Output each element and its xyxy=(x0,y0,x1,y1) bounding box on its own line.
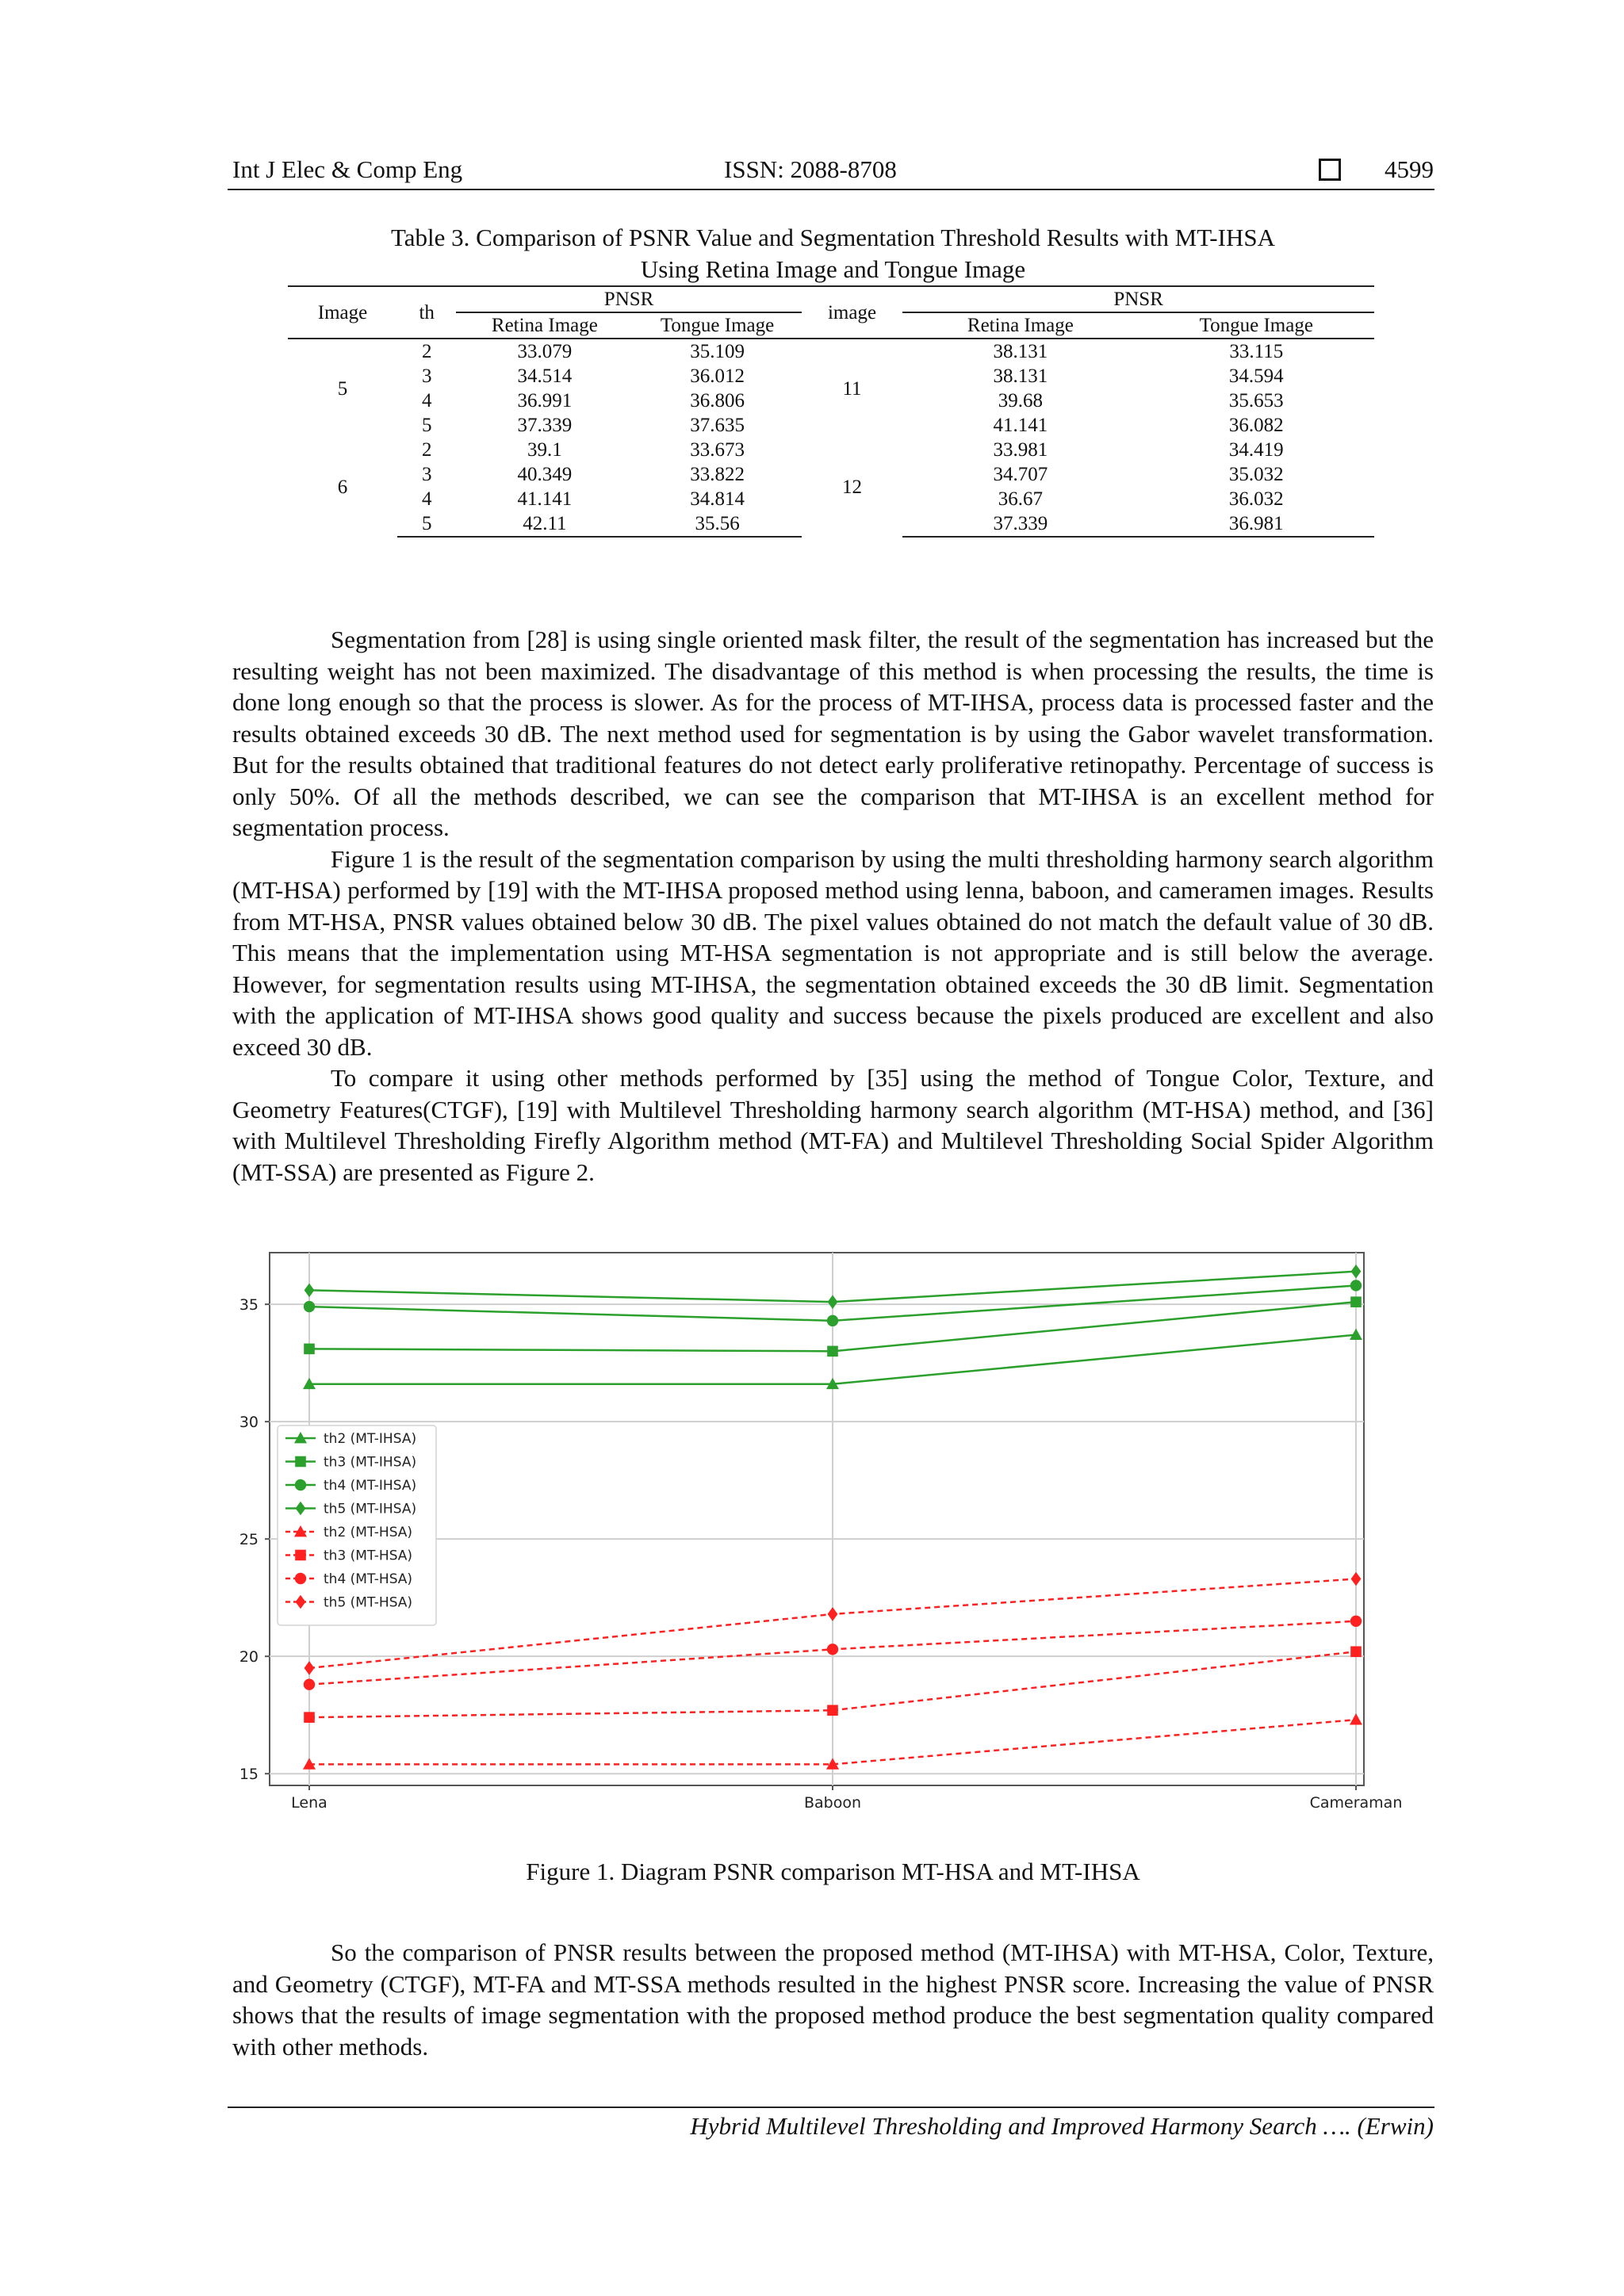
tongue-psnr-cell: 33.115 xyxy=(1229,341,1284,362)
tongue-psnr-cell: 34.419 xyxy=(1228,439,1284,461)
legend-label: th3 (MT-HSA) xyxy=(324,1548,413,1564)
col-psnr-header: PNSR xyxy=(456,286,801,312)
col-retina2-header: Retina Image xyxy=(967,315,1074,336)
journal-name: Int J Elec & Comp Eng xyxy=(232,155,463,183)
table-row xyxy=(288,438,1374,462)
header-rule xyxy=(228,189,1434,190)
legend-marker xyxy=(295,1479,306,1490)
col-psnr2-header: PNSR xyxy=(902,286,1374,312)
retina-psnr-cell: 40.349 xyxy=(517,464,573,485)
data-point xyxy=(1350,1280,1362,1291)
y-tick-label: 20 xyxy=(239,1648,259,1667)
retina-psnr-cell: 33.079 xyxy=(517,341,573,362)
table-caption: Table 3. Comparison of PSNR Value and Segmentation Threshold Results with MT-IHSA Using Retina Image and Tongue Image xyxy=(391,224,1275,283)
data-point xyxy=(827,1346,838,1357)
data-point xyxy=(827,1705,838,1716)
legend-label: th4 (MT-IHSA) xyxy=(324,1478,417,1494)
paragraph: Figure 1 is the result of the segmentation comparison by using the multi thresholding harmony search algorithm (MT-HSA) performed by [19] with the MT-IHSA proposed method using lenna, baboon, and cameramen images. Results from MT-HSA, PNSR values obtained below 30 dB. The pixel values obtained do not match the default value of 30 dB. This means that the implementation using MT-HSA segmentation is not appropriate and is still below the average. However, for segmentation results using MT-IHSA, the segmentation obtained exceeds the 30 dB limit. Segmentation with the application of MT-IHSA shows good quality and success because the pixels produced are excellent and also exceed 30 dB. xyxy=(232,844,1434,1061)
data-point xyxy=(827,1315,838,1326)
tongue-psnr-cell: 36.032 xyxy=(1228,488,1284,510)
psnr-line-chart xyxy=(222,1237,1411,1839)
tongue-psnr-cell: 36.082 xyxy=(1228,415,1284,436)
image-id-cell: 6 xyxy=(337,476,348,498)
image-id-cell: 11 xyxy=(842,377,862,400)
figure-1-chart xyxy=(222,1237,1411,1839)
retina-psnr-cell: 42.11 xyxy=(456,511,633,537)
legend-label: th2 (MT-IHSA) xyxy=(324,1431,417,1447)
data-point xyxy=(1350,1616,1362,1627)
retina-psnr-cell: 41.141 xyxy=(517,488,573,510)
retina-psnr-cell: 38.131 xyxy=(993,341,1048,362)
checkbox-square-icon xyxy=(1319,159,1341,181)
th-cell: 3 xyxy=(421,365,432,387)
data-point xyxy=(827,1644,838,1655)
col-th-header: th xyxy=(397,286,456,339)
legend-label: th4 (MT-HSA) xyxy=(324,1571,413,1587)
table-row xyxy=(288,339,1374,364)
legend-label: th5 (MT-HSA) xyxy=(324,1594,413,1611)
psnr-table xyxy=(288,285,1374,538)
paragraph: So the comparison of PNSR results between the proposed method (MT-IHSA) with MT-HSA, Color, Texture, and Geometry (CTGF), MT-FA and MT-SSA methods resulted in the highest PNSR score. Increasing the value of PNSR shows that the results of image segmentation with the proposed method produce the best segmentation quality compared with other methods. xyxy=(232,1938,1434,2061)
image-id-cell: 12 xyxy=(842,476,862,498)
col-tongue-header: Tongue Image xyxy=(660,315,775,336)
figure-caption: Figure 1. Diagram PSNR comparison MT-HSA and MT-IHSA xyxy=(526,1858,1140,1885)
retina-psnr-cell: 39.1 xyxy=(527,439,562,461)
th-cell: 5 xyxy=(397,511,456,537)
legend-label: th5 (MT-IHSA) xyxy=(324,1501,417,1517)
data-point xyxy=(304,1712,315,1723)
x-tick-label: Baboon xyxy=(803,1794,862,1812)
data-point xyxy=(304,1301,315,1312)
tongue-psnr-cell: 35.653 xyxy=(1228,390,1284,411)
retina-psnr-cell: 34.707 xyxy=(993,464,1048,485)
retina-psnr-cell: 33.981 xyxy=(993,439,1048,461)
y-tick-label: 30 xyxy=(239,1414,259,1432)
y-tick-label: 35 xyxy=(239,1296,259,1314)
th-cell: 5 xyxy=(421,415,432,436)
data-point xyxy=(1350,1296,1362,1307)
image-id-cell: 5 xyxy=(337,377,348,400)
footer-rule xyxy=(228,2107,1434,2108)
issn: ISSN: 2088-8708 xyxy=(724,155,897,183)
tongue-psnr-cell: 35.56 xyxy=(633,511,801,537)
th-cell: 4 xyxy=(421,488,432,510)
y-tick-label: 15 xyxy=(239,1766,259,1784)
page-header xyxy=(232,155,1434,190)
legend-marker xyxy=(295,1573,306,1584)
closing-text xyxy=(232,1937,1434,2062)
x-tick-label: Lena xyxy=(291,1794,327,1812)
tongue-psnr-cell: 34.814 xyxy=(690,488,745,510)
tongue-psnr-cell: 35.032 xyxy=(1228,464,1284,485)
retina-psnr-cell: 36.67 xyxy=(998,488,1044,510)
retina-psnr-cell: 34.514 xyxy=(517,365,573,387)
data-point xyxy=(304,1679,315,1690)
paragraph: Segmentation from [28] is using single oriented mask filter, the result of the segmentation has increased but the resulting weight has not been maximized. The disadvantage of this method is when processing the results, the time is done long enough so that the process is slower. As for the process of MT-IHSA, process data is processed faster and the results obtained exceeds 30 dB. The next method used for segmentation is by using the Gabor wavelet transformation. But for the results obtained that traditional features do not detect early proliferative retinopathy. Percentage of success is only 50%. Of all the methods described, we can see the comparison that MT-IHSA is an excellent method for segmentation process. xyxy=(232,626,1434,841)
tongue-psnr-cell: 37.635 xyxy=(690,415,745,436)
tongue-psnr-cell: 35.109 xyxy=(690,341,745,362)
th-cell: 4 xyxy=(421,390,432,411)
retina-psnr-cell: 38.131 xyxy=(993,365,1048,387)
data-point xyxy=(304,1344,315,1355)
th-cell: 3 xyxy=(421,464,432,485)
tongue-psnr-cell: 33.822 xyxy=(690,464,745,485)
retina-psnr-cell: 41.141 xyxy=(993,415,1048,436)
th-cell: 2 xyxy=(421,439,432,461)
x-tick-label: Cameraman xyxy=(1309,1794,1403,1812)
th-cell: 2 xyxy=(421,341,432,362)
col-image-header: Image xyxy=(288,286,397,339)
tongue-psnr-cell: 36.012 xyxy=(690,365,745,387)
body-text xyxy=(232,624,1434,1188)
retina-psnr-cell: 39.68 xyxy=(998,390,1044,411)
tongue-psnr-cell: 36.981 xyxy=(1139,511,1374,537)
legend-label: th3 (MT-IHSA) xyxy=(324,1454,417,1471)
tongue-psnr-cell: 36.806 xyxy=(690,390,745,411)
col-image2-header: image xyxy=(802,286,902,339)
paragraph: To compare it using other methods performed by [35] using the method of Tongue Color, Texture, and Geometry Features(CTGF), [19] with Multilevel Thresholding harmony search algorithm (MT-HSA) method, and [36] with Multilevel Thresholding Firefly Algorithm method (MT-FA) and Multilevel Thresholding Social Spider Algorithm (MT-SSA) are presented as Figure 2. xyxy=(232,1064,1434,1186)
tongue-psnr-cell: 34.594 xyxy=(1228,365,1284,387)
legend-label: th2 (MT-HSA) xyxy=(324,1525,413,1540)
data-point xyxy=(1350,1646,1362,1657)
page-number: 4599 xyxy=(1385,155,1434,183)
retina-psnr-cell: 37.339 xyxy=(902,511,1138,537)
col-retina-header: Retina Image xyxy=(491,315,598,336)
col-tongue2-header: Tongue Image xyxy=(1199,315,1313,336)
legend-marker xyxy=(295,1456,306,1468)
y-tick-label: 25 xyxy=(239,1531,259,1549)
legend-marker xyxy=(295,1550,306,1561)
tongue-psnr-cell: 33.673 xyxy=(690,439,745,461)
retina-psnr-cell: 37.339 xyxy=(517,415,573,436)
footer-title: Hybrid Multilevel Thresholding and Improved Harmony Search …. (Erwin) xyxy=(690,2112,1434,2140)
retina-psnr-cell: 36.991 xyxy=(517,390,573,411)
